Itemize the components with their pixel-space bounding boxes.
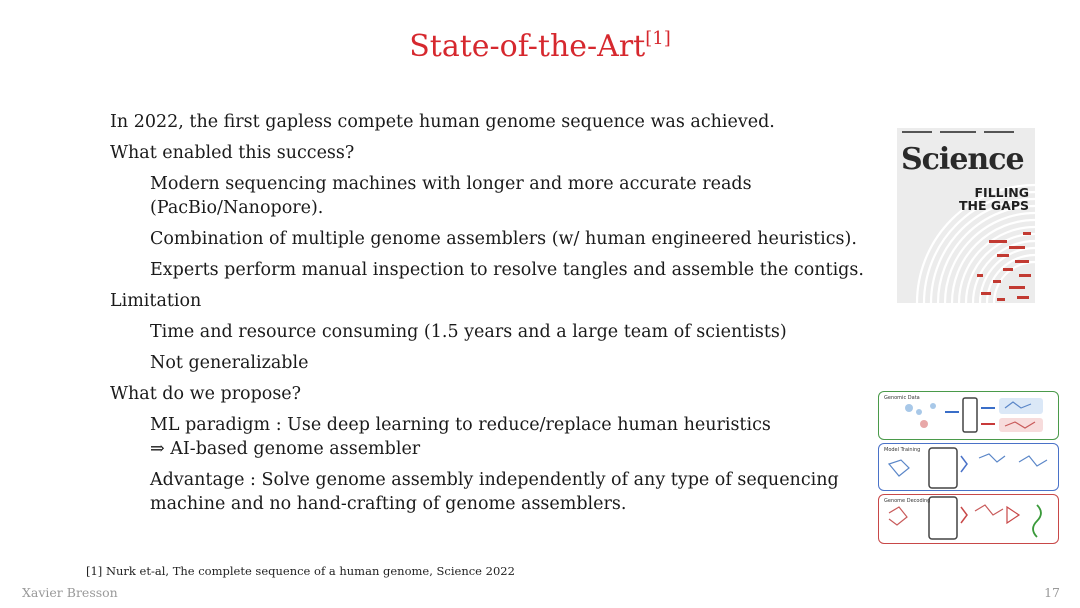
panel-title: Genome Decoding [884,498,931,504]
pipeline-panel-genomic-data [878,391,1059,440]
sub-bullet-item: Not generalizable [150,353,309,373]
pipeline-panel-model-training [878,443,1059,491]
panel-title: Model Training [884,447,921,453]
sub-bullet-item: ML paradigm : Use deep learning to reduce/replace human heuristics [150,415,771,435]
pipeline-panel-genome-decoding [878,494,1059,544]
panel-title: Genomic Data [884,395,920,401]
sub-bullet-item: Advantage : Solve genome assembly independently of any type of sequencing [150,470,839,490]
sub-bullet-item: machine and no hand-crafting of genome assemblers. [150,494,627,514]
slide-title-text: State-of-the-Art [409,29,646,64]
cover-headline-line-1: FILLING [974,185,1029,200]
footnote: [1] Nurk et-al, The complete sequence of a human genome, Science 2022 [86,564,515,578]
pipeline-figure [878,391,1059,544]
slide-title [0,28,1080,64]
cover-genome-arcs [897,128,1035,303]
sub-bullet-item: ⇒ AI-based genome assembler [150,439,421,459]
bullet-item: In 2022, the first gapless compete human genome sequence was achieved. [110,112,775,132]
page-number: 17 [1044,585,1060,600]
bullet-list [110,110,870,523]
sub-bullet-item: (PacBio/Nanopore). [150,198,324,218]
sub-bullet-item: Experts perform manual inspection to resolve tangles and assemble the contigs. [150,260,864,280]
cover-headline-line-2: THE GAPS [959,198,1029,213]
genomic-data-diagram [879,392,1058,439]
sub-bullet-item: Time and resource consuming (1.5 years and a large team of scientists) [150,322,787,342]
bullet-item: Limitation [110,291,202,311]
sub-bullet-item: Combination of multiple genome assemblers (w/ human engineered heuristics). [150,229,857,249]
bullet-item: What do we propose? [110,384,302,404]
footer-author: Xavier Bresson [22,585,118,600]
bullet-item: What enabled this success? [110,143,355,163]
sub-bullet-item: Modern sequencing machines with longer and more accurate reads [150,174,752,194]
cover-headline [959,186,1029,212]
cover-logo: Science [901,142,1024,177]
model-training-diagram [879,444,1058,490]
genome-decoding-diagram [879,495,1058,543]
science-cover-image [897,128,1035,303]
title-reference: [1] [645,28,671,49]
